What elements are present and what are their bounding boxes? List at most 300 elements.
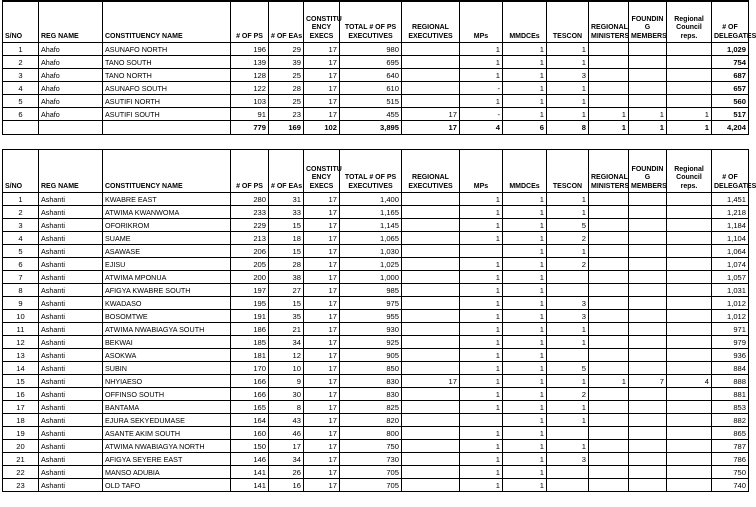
cell-constituency-name: MANSO ADUBIA [103, 466, 231, 479]
cell-total-ps-execs: 1,065 [340, 232, 402, 245]
cell-regional-execs [402, 388, 460, 401]
cell-constituency-execs: 17 [304, 232, 340, 245]
cell-tescon: 1 [547, 323, 589, 336]
cell-founding-members [629, 336, 667, 349]
col-header-sno: S/NO [3, 150, 39, 193]
cell-total-ps-execs: 905 [340, 349, 402, 362]
cell-tescon: 5 [547, 219, 589, 232]
cell-regional-ministers [589, 427, 629, 440]
cell-sno: 10 [3, 310, 39, 323]
cell-sno: 6 [3, 258, 39, 271]
cell-regional-ministers [589, 206, 629, 219]
cell-reg-name: Ashanti [39, 193, 103, 206]
cell-founding-members [629, 95, 667, 108]
cell-regional-council-reps: 4 [667, 375, 712, 388]
cell-mps [460, 245, 503, 258]
cell-mps: 1 [460, 323, 503, 336]
cell-regional-council-reps: 1 [667, 108, 712, 121]
cell-regional-council-reps [667, 206, 712, 219]
cell-total-ps-execs: 1,030 [340, 245, 402, 258]
table-row [3, 56, 749, 69]
cell-num-eas: 21 [269, 323, 304, 336]
cell-delegates: 1,064 [712, 245, 749, 258]
cell-constituency-execs: 17 [304, 401, 340, 414]
cell-regional-council-reps [667, 69, 712, 82]
cell-delegates: 853 [712, 401, 749, 414]
cell-num-ps: 205 [231, 258, 269, 271]
cell-mmdces: 1 [503, 82, 547, 95]
totals-mmdces: 6 [503, 121, 547, 135]
col-header-regional-execs: REGIONAL EXECUTIVES [402, 150, 460, 193]
cell-sno: 14 [3, 362, 39, 375]
section1-body [3, 43, 749, 121]
totals-blank-1 [3, 121, 39, 135]
cell-total-ps-execs: 705 [340, 479, 402, 492]
cell-constituency-execs: 17 [304, 69, 340, 82]
cell-regional-ministers [589, 69, 629, 82]
cell-tescon: 2 [547, 232, 589, 245]
col-header-delegates: # OF DELEGATES [712, 150, 749, 193]
cell-constituency-execs: 17 [304, 56, 340, 69]
cell-regional-council-reps [667, 245, 712, 258]
table-row [3, 466, 749, 479]
cell-reg-name: Ashanti [39, 297, 103, 310]
cell-tescon: 1 [547, 95, 589, 108]
col-header-regional-execs: REGIONAL EXECUTIVES [402, 1, 460, 43]
cell-num-ps: 195 [231, 297, 269, 310]
totals-delegates: 4,204 [712, 121, 749, 135]
cell-total-ps-execs: 975 [340, 297, 402, 310]
table-row [3, 453, 749, 466]
cell-mps: 1 [460, 271, 503, 284]
cell-regional-ministers [589, 479, 629, 492]
cell-num-ps: 150 [231, 440, 269, 453]
cell-founding-members [629, 388, 667, 401]
cell-regional-ministers [589, 349, 629, 362]
cell-tescon: 1 [547, 245, 589, 258]
cell-delegates: 1,012 [712, 310, 749, 323]
table-row [3, 310, 749, 323]
cell-regional-execs [402, 232, 460, 245]
cell-reg-name: Ashanti [39, 271, 103, 284]
cell-regional-ministers [589, 193, 629, 206]
cell-num-ps: 166 [231, 388, 269, 401]
cell-constituency-execs: 17 [304, 336, 340, 349]
cell-num-eas: 16 [269, 479, 304, 492]
cell-founding-members [629, 466, 667, 479]
cell-constituency-execs: 17 [304, 258, 340, 271]
totals-blank-3 [103, 121, 231, 135]
cell-mmdces: 1 [503, 479, 547, 492]
cell-tescon: 1 [547, 401, 589, 414]
totals-blank-2 [39, 121, 103, 135]
cell-constituency-execs: 17 [304, 310, 340, 323]
cell-total-ps-execs: 1,165 [340, 206, 402, 219]
cell-tescon: 1 [547, 82, 589, 95]
cell-num-ps: 165 [231, 401, 269, 414]
cell-reg-name: Ashanti [39, 336, 103, 349]
cell-regional-council-reps [667, 43, 712, 56]
cell-mps: 1 [460, 453, 503, 466]
cell-founding-members [629, 362, 667, 375]
cell-reg-name: Ashanti [39, 245, 103, 258]
cell-num-eas: 15 [269, 245, 304, 258]
cell-constituency-execs: 17 [304, 284, 340, 297]
cell-num-ps: 213 [231, 232, 269, 245]
cell-constituency-execs: 17 [304, 427, 340, 440]
cell-mps: 1 [460, 375, 503, 388]
cell-constituency-name: BOSOMTWE [103, 310, 231, 323]
cell-mps: 1 [460, 336, 503, 349]
cell-tescon: 1 [547, 336, 589, 349]
cell-num-eas: 34 [269, 336, 304, 349]
cell-mps: 1 [460, 297, 503, 310]
cell-mmdces: 1 [503, 219, 547, 232]
cell-delegates: 1,184 [712, 219, 749, 232]
cell-sno: 5 [3, 95, 39, 108]
cell-constituency-name: KWABRE EAST [103, 193, 231, 206]
cell-total-ps-execs: 730 [340, 453, 402, 466]
cell-regional-council-reps [667, 336, 712, 349]
cell-tescon [547, 284, 589, 297]
cell-sno: 1 [3, 43, 39, 56]
cell-mmdces: 1 [503, 375, 547, 388]
cell-sno: 20 [3, 440, 39, 453]
cell-tescon: 3 [547, 297, 589, 310]
cell-regional-council-reps [667, 310, 712, 323]
cell-regional-execs [402, 206, 460, 219]
cell-constituency-name: ATWIMA NWABIAGYA SOUTH [103, 323, 231, 336]
cell-constituency-execs: 17 [304, 95, 340, 108]
cell-sno: 7 [3, 271, 39, 284]
col-header-constituency-name: CONSTITUENCY NAME [103, 1, 231, 43]
totals-regional-execs: 17 [402, 121, 460, 135]
cell-total-ps-execs: 455 [340, 108, 402, 121]
cell-founding-members [629, 245, 667, 258]
cell-total-ps-execs: 980 [340, 43, 402, 56]
table-row [3, 414, 749, 427]
cell-mmdces: 1 [503, 427, 547, 440]
cell-total-ps-execs: 1,025 [340, 258, 402, 271]
totals-ps: 779 [231, 121, 269, 135]
cell-regional-ministers [589, 401, 629, 414]
cell-num-ps: 186 [231, 323, 269, 336]
cell-tescon: 3 [547, 310, 589, 323]
cell-regional-ministers [589, 440, 629, 453]
cell-constituency-name: ATWIMA MPONUA [103, 271, 231, 284]
cell-tescon [547, 479, 589, 492]
cell-regional-council-reps [667, 219, 712, 232]
cell-regional-execs [402, 258, 460, 271]
cell-constituency-name: ASUNAFO SOUTH [103, 82, 231, 95]
cell-reg-name: Ahafo [39, 82, 103, 95]
cell-mmdces: 1 [503, 440, 547, 453]
cell-tescon [547, 349, 589, 362]
cell-mmdces: 1 [503, 466, 547, 479]
cell-delegates: 560 [712, 95, 749, 108]
cell-constituency-name: ASANTE AKIM SOUTH [103, 427, 231, 440]
totals-regional-ministers: 1 [589, 121, 629, 135]
cell-mps: - [460, 82, 503, 95]
cell-regional-execs [402, 56, 460, 69]
cell-regional-execs [402, 336, 460, 349]
cell-regional-execs [402, 401, 460, 414]
cell-constituency-name: NHYIAESO [103, 375, 231, 388]
cell-constituency-name: ASUNAFO NORTH [103, 43, 231, 56]
cell-delegates: 881 [712, 388, 749, 401]
cell-mmdces: 1 [503, 56, 547, 69]
section1-totals [3, 121, 756, 193]
cell-mps: 1 [460, 232, 503, 245]
totals-row [3, 121, 749, 135]
cell-constituency-execs: 17 [304, 453, 340, 466]
totals-total-ps-execs: 3,895 [340, 121, 402, 135]
cell-reg-name: Ashanti [39, 362, 103, 375]
table-row [3, 336, 749, 349]
cell-total-ps-execs: 985 [340, 284, 402, 297]
cell-reg-name: Ashanti [39, 414, 103, 427]
totals-mps: 4 [460, 121, 503, 135]
cell-reg-name: Ashanti [39, 284, 103, 297]
cell-regional-council-reps [667, 466, 712, 479]
cell-num-eas: 29 [269, 43, 304, 56]
cell-num-ps: 91 [231, 108, 269, 121]
cell-mmdces: 1 [503, 414, 547, 427]
col-header-reg-name: REG NAME [39, 150, 103, 193]
cell-regional-execs [402, 82, 460, 95]
cell-tescon: 1 [547, 43, 589, 56]
cell-regional-council-reps [667, 414, 712, 427]
col-header-constituency-execs: CONSTITU ENCY EXECS [304, 1, 340, 43]
col-header-constituency-execs: CONSTITU ENCY EXECS [304, 150, 340, 193]
cell-sno: 2 [3, 56, 39, 69]
cell-constituency-execs: 17 [304, 388, 340, 401]
cell-regional-execs [402, 414, 460, 427]
cell-total-ps-execs: 825 [340, 401, 402, 414]
cell-num-ps: 206 [231, 245, 269, 258]
cell-regional-ministers [589, 323, 629, 336]
table-row [3, 375, 749, 388]
cell-regional-execs [402, 219, 460, 232]
cell-regional-council-reps [667, 82, 712, 95]
cell-regional-council-reps [667, 479, 712, 492]
cell-tescon [547, 271, 589, 284]
cell-constituency-execs: 17 [304, 323, 340, 336]
cell-tescon: 5 [547, 362, 589, 375]
cell-mps: 1 [460, 206, 503, 219]
table-row [3, 362, 749, 375]
cell-delegates: 971 [712, 323, 749, 336]
col-header-founding-members: FOUNDIN G MEMBERS [629, 150, 667, 193]
cell-regional-ministers [589, 56, 629, 69]
col-header-constituency-name: CONSTITUENCY NAME [103, 150, 231, 193]
cell-mmdces: 1 [503, 232, 547, 245]
col-header-regional-council-reps: Regional Council reps. [667, 1, 712, 43]
totals-founding-members: 1 [629, 121, 667, 135]
cell-mps: 1 [460, 310, 503, 323]
cell-sno: 13 [3, 349, 39, 362]
cell-regional-ministers [589, 95, 629, 108]
cell-delegates: 1,031 [712, 284, 749, 297]
table-row [3, 258, 749, 271]
cell-regional-execs [402, 95, 460, 108]
cell-regional-execs [402, 193, 460, 206]
cell-num-eas: 23 [269, 108, 304, 121]
cell-sno: 16 [3, 388, 39, 401]
cell-reg-name: Ashanti [39, 440, 103, 453]
cell-founding-members [629, 193, 667, 206]
cell-tescon: 3 [547, 69, 589, 82]
cell-sno: 19 [3, 427, 39, 440]
cell-total-ps-execs: 1,400 [340, 193, 402, 206]
cell-constituency-name: TANO SOUTH [103, 56, 231, 69]
cell-regional-execs [402, 43, 460, 56]
cell-reg-name: Ashanti [39, 466, 103, 479]
cell-delegates: 657 [712, 82, 749, 95]
header-row-section2 [3, 150, 749, 193]
cell-mmdces: 1 [503, 349, 547, 362]
cell-constituency-execs: 17 [304, 43, 340, 56]
cell-regional-ministers [589, 453, 629, 466]
col-header-num-ps: # OF PS [231, 150, 269, 193]
table-row [3, 82, 749, 95]
cell-regional-ministers [589, 232, 629, 245]
cell-constituency-execs: 17 [304, 82, 340, 95]
col-header-mmdces: MMDCEs [503, 150, 547, 193]
cell-regional-ministers [589, 82, 629, 95]
cell-num-ps: 160 [231, 427, 269, 440]
cell-mmdces: 1 [503, 323, 547, 336]
cell-total-ps-execs: 830 [340, 388, 402, 401]
cell-reg-name: Ahafo [39, 43, 103, 56]
cell-reg-name: Ahafo [39, 108, 103, 121]
col-header-total-ps-execs: TOTAL # OF PS EXECUTIVES [340, 150, 402, 193]
cell-founding-members [629, 310, 667, 323]
cell-num-ps: 197 [231, 284, 269, 297]
table-row [3, 108, 749, 121]
cell-total-ps-execs: 1,145 [340, 219, 402, 232]
cell-constituency-execs: 17 [304, 466, 340, 479]
cell-mmdces: 1 [503, 245, 547, 258]
cell-mps: 1 [460, 427, 503, 440]
cell-reg-name: Ashanti [39, 388, 103, 401]
cell-tescon: 2 [547, 388, 589, 401]
table-row [3, 427, 749, 440]
cell-mps: 1 [460, 440, 503, 453]
col-header-founding-members: FOUNDIN G MEMBERS [629, 1, 667, 43]
cell-mmdces: 1 [503, 193, 547, 206]
cell-sno: 23 [3, 479, 39, 492]
cell-sno: 22 [3, 466, 39, 479]
cell-mps: 1 [460, 219, 503, 232]
cell-constituency-execs: 17 [304, 362, 340, 375]
cell-founding-members [629, 219, 667, 232]
cell-constituency-execs: 17 [304, 414, 340, 427]
cell-sno: 1 [3, 193, 39, 206]
cell-regional-ministers [589, 466, 629, 479]
cell-mmdces: 1 [503, 297, 547, 310]
cell-mmdces: 1 [503, 401, 547, 414]
cell-regional-execs [402, 349, 460, 362]
cell-regional-execs [402, 479, 460, 492]
cell-num-eas: 9 [269, 375, 304, 388]
cell-num-ps: 103 [231, 95, 269, 108]
cell-founding-members [629, 427, 667, 440]
cell-delegates: 888 [712, 375, 749, 388]
cell-num-eas: 30 [269, 388, 304, 401]
section2-body [3, 193, 749, 492]
cell-founding-members [629, 479, 667, 492]
cell-regional-ministers [589, 219, 629, 232]
cell-total-ps-execs: 830 [340, 375, 402, 388]
table-row [3, 43, 749, 56]
cell-constituency-name: ASUTIFI SOUTH [103, 108, 231, 121]
cell-tescon: 2 [547, 258, 589, 271]
cell-num-ps: 185 [231, 336, 269, 349]
cell-total-ps-execs: 930 [340, 323, 402, 336]
cell-mmdces: 1 [503, 95, 547, 108]
cell-mps: 1 [460, 258, 503, 271]
cell-founding-members [629, 284, 667, 297]
cell-regional-ministers [589, 43, 629, 56]
cell-mps: 1 [460, 56, 503, 69]
cell-num-ps: 200 [231, 271, 269, 284]
cell-constituency-name: OLD TAFO [103, 479, 231, 492]
cell-constituency-name: BEKWAI [103, 336, 231, 349]
cell-founding-members [629, 440, 667, 453]
cell-tescon: 1 [547, 414, 589, 427]
cell-regional-council-reps [667, 95, 712, 108]
col-header-regional-council-reps: Regional Council reps. [667, 150, 712, 193]
cell-mps: 1 [460, 284, 503, 297]
cell-reg-name: Ashanti [39, 310, 103, 323]
cell-regional-execs [402, 362, 460, 375]
cell-delegates: 517 [712, 108, 749, 121]
cell-num-eas: 25 [269, 69, 304, 82]
cell-regional-ministers [589, 284, 629, 297]
cell-founding-members [629, 69, 667, 82]
cell-num-eas: 28 [269, 258, 304, 271]
table-row [3, 349, 749, 362]
section-gap-cell [3, 135, 749, 150]
cell-reg-name: Ashanti [39, 375, 103, 388]
cell-num-eas: 35 [269, 310, 304, 323]
cell-num-ps: 164 [231, 414, 269, 427]
table-row [3, 401, 749, 414]
cell-delegates: 1,218 [712, 206, 749, 219]
cell-num-eas: 26 [269, 466, 304, 479]
cell-regional-ministers [589, 388, 629, 401]
table-row [3, 271, 749, 284]
cell-num-ps: 139 [231, 56, 269, 69]
cell-delegates: 1,057 [712, 271, 749, 284]
cell-num-ps: 128 [231, 69, 269, 82]
cell-reg-name: Ashanti [39, 479, 103, 492]
cell-delegates: 754 [712, 56, 749, 69]
cell-total-ps-execs: 850 [340, 362, 402, 375]
cell-constituency-name: EJISU [103, 258, 231, 271]
cell-constituency-name: BANTAMA [103, 401, 231, 414]
table-row [3, 297, 749, 310]
cell-mmdces: 1 [503, 271, 547, 284]
cell-mmdces: 1 [503, 284, 547, 297]
col-header-tescon: TESCON [547, 1, 589, 43]
cell-reg-name: Ahafo [39, 69, 103, 82]
cell-num-ps: 170 [231, 362, 269, 375]
cell-mps: 1 [460, 479, 503, 492]
cell-tescon [547, 427, 589, 440]
cell-mmdces: 1 [503, 336, 547, 349]
